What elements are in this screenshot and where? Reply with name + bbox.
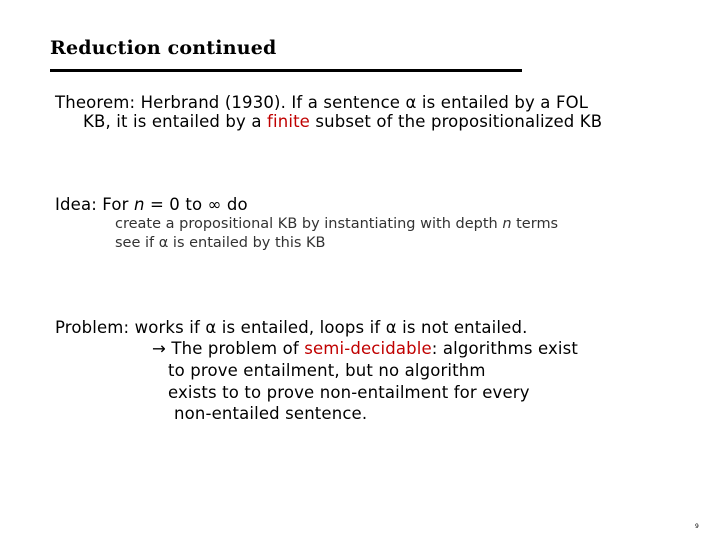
- arrow-icon: →: [152, 339, 166, 358]
- problem-line-2-pre: The problem of: [165, 339, 305, 358]
- idea-subitem-1-var: n: [502, 216, 512, 232]
- problem-line-5: non-entailed sentence.: [174, 404, 368, 423]
- theorem-line-2-post: subset of the propositionalized KB: [310, 112, 603, 131]
- emphasis-semi-decidable: semi-decidable: [304, 339, 432, 358]
- theorem-line-2-pre: KB, it is entailed by a: [83, 112, 268, 131]
- slide-title: Reduction continued: [50, 37, 277, 59]
- problem-line-1: Problem: works if α is entailed, loops if α is not entailed.: [55, 318, 528, 337]
- idea-subitem-1: [115, 216, 558, 232]
- theorem-line-2: [83, 112, 602, 131]
- problem-line-2: [152, 339, 578, 358]
- idea-heading-pre: Idea: For: [55, 195, 134, 214]
- page-number: 9: [695, 523, 699, 530]
- idea-heading-post: = 0 to ∞ do: [144, 195, 248, 214]
- theorem-line-1: Theorem: Herbrand (1930). If a sentence α is entailed by a FOL: [55, 93, 589, 112]
- idea-heading-var: n: [133, 195, 145, 214]
- title-underline: [50, 69, 522, 72]
- problem-line-2-post: : algorithms exist: [431, 339, 579, 358]
- idea-subitem-1-pre: create a propositional KB by instantiating with depth: [115, 216, 503, 232]
- idea-heading: [55, 195, 248, 214]
- problem-line-4: exists to to prove non-entailment for every: [168, 383, 530, 402]
- idea-subitem-1-post: terms: [511, 216, 559, 232]
- idea-subitem-2: see if α is entailed by this KB: [115, 235, 326, 251]
- emphasis-finite: finite: [267, 112, 310, 131]
- problem-line-3: to prove entailment, but no algorithm: [168, 361, 486, 380]
